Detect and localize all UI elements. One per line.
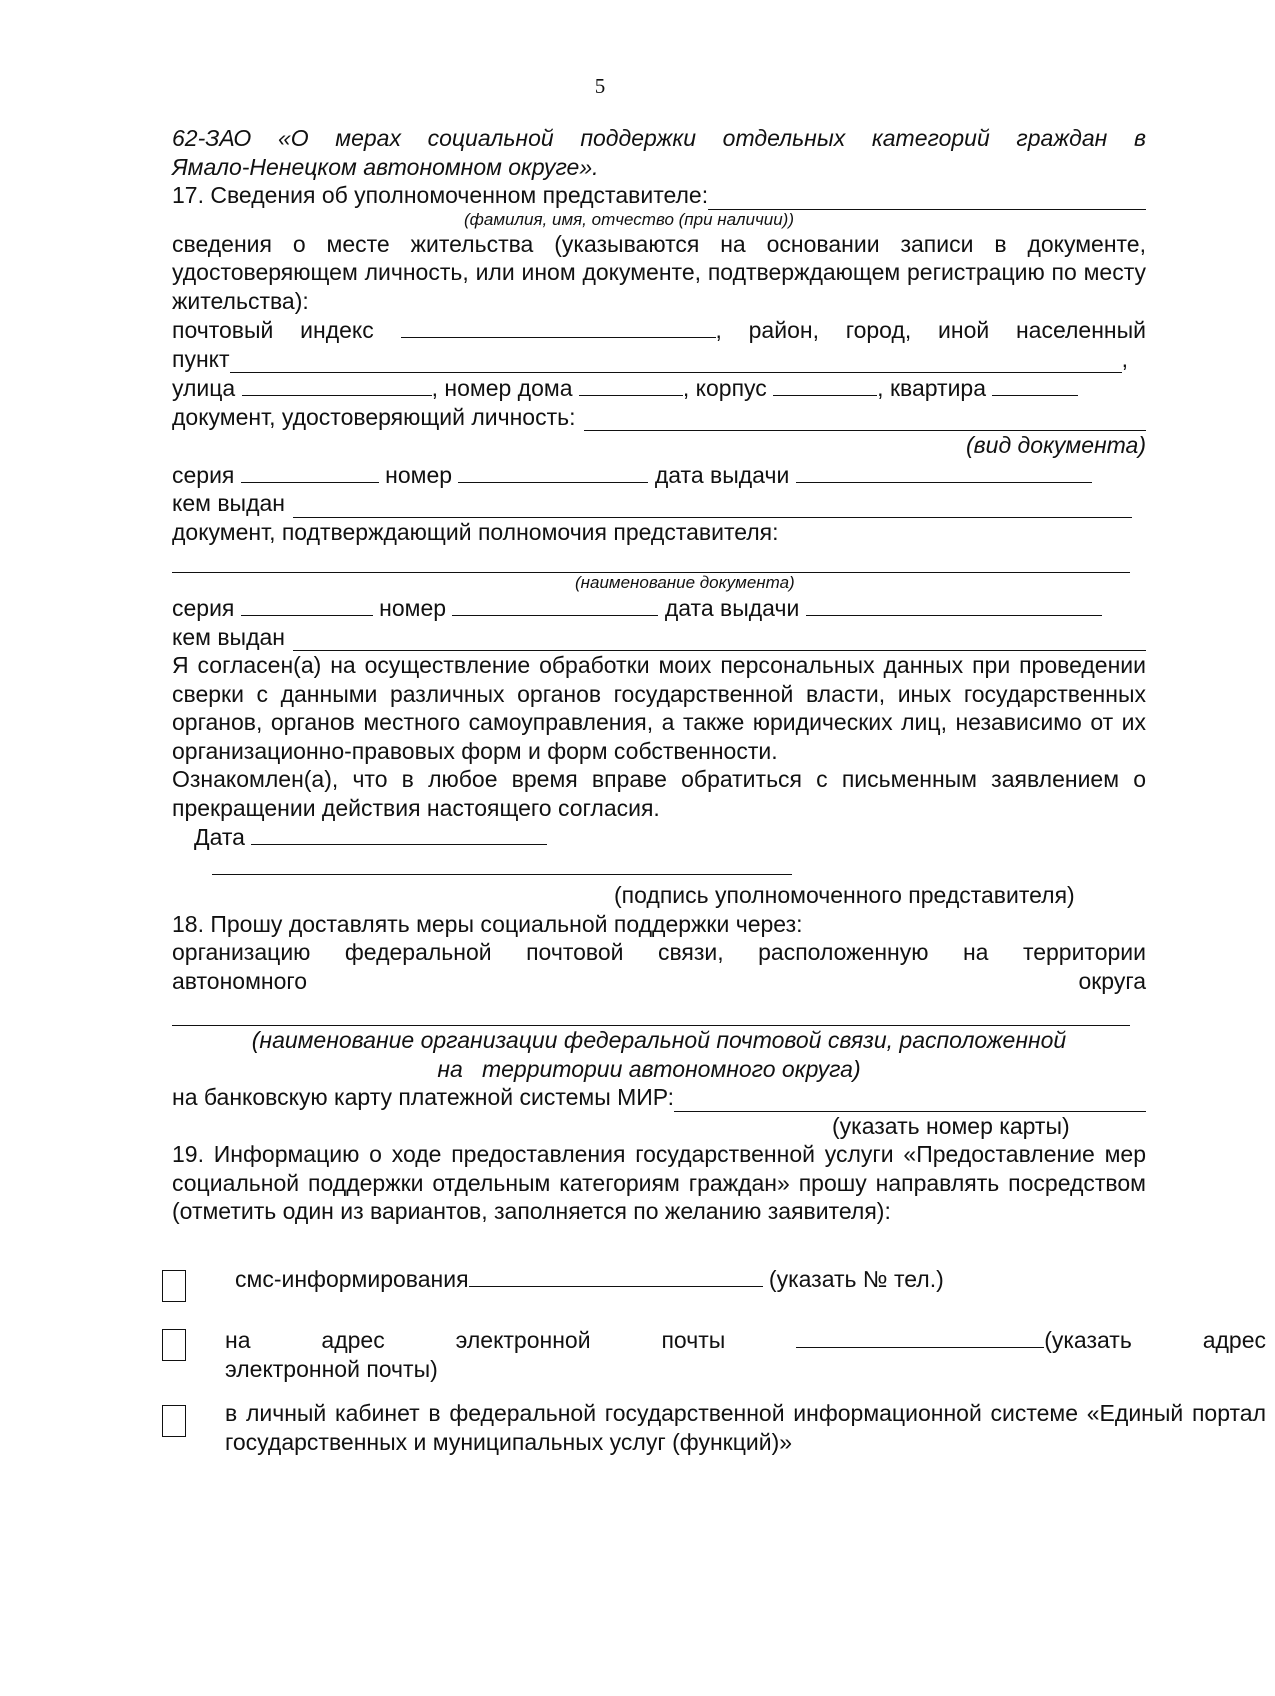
representative-name-row [172, 181, 1146, 210]
authority-document-field[interactable] [172, 546, 1130, 573]
locality-row: пункт , [172, 345, 1128, 372]
postal-index-label: почтовый индекс [172, 317, 374, 343]
form-content [172, 124, 1267, 1456]
consent-text: Я согласен(а) на осуществление обработки моих персональных данных при проведении сверки с данными различных органов государственной власти, иных государственных органов, органов местного самоуправления, а также юридических лиц, независимо от их организационно-правовых форм и форм собственности. [172, 652, 1146, 764]
id-document-row [172, 403, 1146, 432]
building-field[interactable] [773, 373, 877, 396]
series-label-2: серия [172, 595, 235, 621]
address-row [172, 373, 1146, 403]
section-17-title: 17. Сведения об уполномоченном представителе: [172, 182, 709, 208]
id-number-field[interactable] [458, 460, 648, 483]
number-label-2: номер [379, 595, 447, 621]
issued-by-label-2: кем выдан [172, 623, 285, 650]
date-signature-row [172, 822, 1146, 881]
postal-line-2 [172, 967, 1146, 996]
apartment-label: , квартира [877, 375, 987, 401]
postal-line-2a: автономного [172, 967, 308, 994]
law-reference-line-1: 62-ЗАО «О мерах социальной поддержки отдельных категорий граждан в [172, 125, 1146, 151]
representative-name-field[interactable] [708, 187, 1146, 210]
locality-field[interactable] [230, 350, 1122, 373]
residence-intro: сведения о месте жительства (указываются на основании записи в документе, удостоверяющем личность, или ином документе, подтверждающем регистрацию по месту жительства): [172, 230, 1146, 314]
authority-issued-by-field[interactable] [293, 628, 1146, 651]
building-label: , корпус [682, 375, 767, 401]
id-document-label: документ, удостоверяющий личность: [172, 403, 576, 430]
postal-hint-2: на территории автономного округа) [437, 1055, 861, 1082]
section-19-text: 19. Информацию о ходе предоставления государственной услуги «Предоставление мер социальной поддержки отдельным категориям граждан» прошу направлять посредством (отметить один из вариантов, заполняется по желанию заявителя): [172, 1141, 1146, 1224]
bank-card-row [172, 1083, 1146, 1112]
district-label: , район, город, иной населенный [715, 317, 1146, 343]
date-label: Дата [194, 824, 245, 850]
section-18-title: 18. Прошу доставлять меры социальной поддержки через: [172, 910, 803, 937]
bank-card-label: на банковскую карту платежной системы МИР: [172, 1084, 675, 1110]
street-label: улица [172, 375, 236, 401]
authority-number-field[interactable] [452, 593, 658, 616]
email-checkbox[interactable] [162, 1329, 186, 1361]
number-label: номер [385, 461, 453, 488]
sms-hint: (указать № тел.) [768, 1265, 944, 1292]
postal-organization-field[interactable] [172, 995, 1130, 1026]
issued-by-label: кем выдан [172, 490, 285, 516]
authority-series-row [172, 593, 1146, 623]
option-portal [172, 1399, 1275, 1456]
doc-type-hint: (вид документа) [966, 432, 1146, 458]
email-field[interactable] [796, 1325, 1044, 1348]
issue-date-label-2: дата выдачи [664, 595, 800, 621]
page-number: 5 [594, 74, 606, 98]
signature-field[interactable] [212, 852, 792, 875]
authority-series-field[interactable] [241, 593, 373, 616]
house-label: , номер дома [431, 375, 573, 401]
sms-label: смс-информирования [235, 1265, 469, 1292]
postal-line-2b: округа [1078, 967, 1146, 994]
law-reference-line-2: Ямало-Ненецком автономном округе». [172, 153, 599, 180]
name-hint: (фамилия, имя, отчество (при наличии)) [464, 209, 794, 229]
issue-date-label: дата выдачи [654, 461, 790, 488]
id-issued-by-field[interactable] [293, 495, 1132, 518]
street-field[interactable] [242, 373, 432, 396]
series-label: серия [172, 461, 235, 488]
postal-index-row [172, 315, 1146, 345]
date-field[interactable] [251, 822, 547, 845]
id-issue-date-field[interactable] [796, 460, 1092, 483]
id-issued-by-row [172, 489, 1132, 518]
email-hint-a: (указать адрес [1044, 1327, 1267, 1353]
authority-issued-by-row [172, 623, 1146, 652]
signature-hint: (подпись уполномоченного представителя) [614, 882, 1075, 908]
locality-label: пункт [172, 345, 230, 372]
id-series-field[interactable] [241, 460, 379, 483]
authority-document-label: документ, подтверждающий полномочия представителя: [172, 518, 779, 545]
phone-field[interactable] [469, 1264, 763, 1287]
informed-text: Ознакомлен(а), что в любое время вправе обратиться с письменным заявлением о прекращении действия настоящего согласия. [172, 766, 1146, 821]
sms-checkbox[interactable] [162, 1270, 186, 1302]
doc-name-hint: (наименование документа) [575, 573, 795, 592]
email-label: на адрес электронной почты [225, 1327, 726, 1353]
email-line-1 [225, 1325, 1266, 1355]
option-email [172, 1325, 1275, 1383]
postal-index-field[interactable] [401, 315, 716, 338]
postal-line-1: организацию федеральной почтовой связи, расположенную на территории [172, 939, 1146, 965]
option-sms [172, 1264, 1210, 1294]
authority-issue-date-field[interactable] [806, 593, 1102, 616]
id-document-field[interactable] [584, 408, 1146, 431]
house-field[interactable] [579, 373, 683, 396]
portal-checkbox[interactable] [162, 1405, 186, 1437]
postal-hint-1: (наименование организации федеральной почтовой связи, расположенной [251, 1027, 1067, 1053]
email-hint-b: электронной почты) [225, 1355, 438, 1382]
portal-label: в личный кабинет в федеральной государственной информационной системе «Единый портал государственных и муниципальных услуг (функций)» [225, 1400, 1266, 1455]
bank-card-field[interactable] [674, 1089, 1146, 1112]
apartment-field[interactable] [992, 373, 1078, 396]
id-series-row [172, 460, 1146, 490]
card-hint: (указать номер карты) [832, 1112, 1070, 1139]
